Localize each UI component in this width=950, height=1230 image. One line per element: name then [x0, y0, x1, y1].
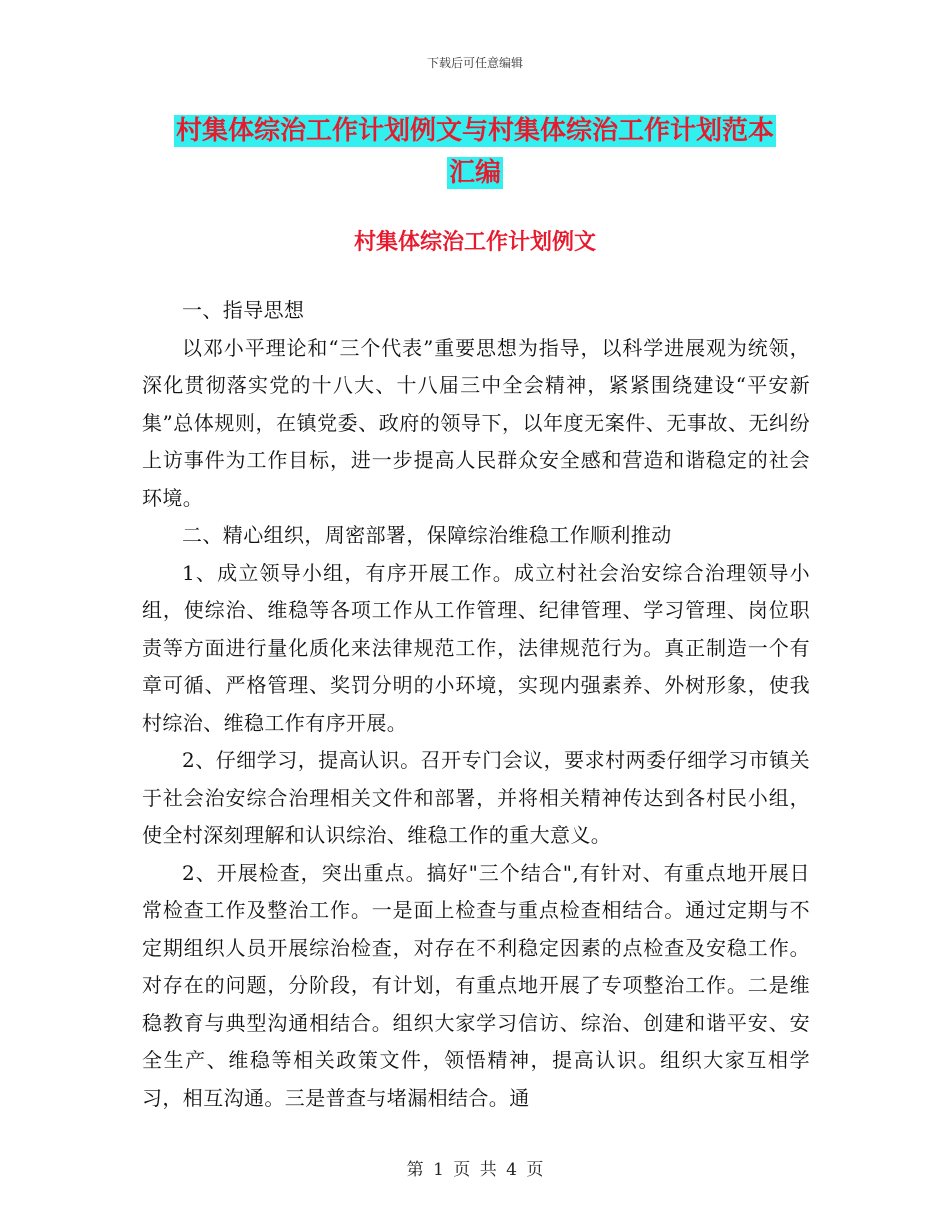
header-note: 下载后可任意编辑 [426, 56, 523, 70]
document-title [140, 110, 810, 194]
paragraph: 2、开展检查，突出重点。搞好"三个结合",有针对、有重点地开展日常检查工作及整治工作。一是面上检查与重点检查相结合。通过定期与不定期组织人员开展综治检查，对存在不利稳定因素的点检查及安稳工作。对存在的问题，分阶段，有计划，有重点地开展了专项整治工作。二是维稳教育与典型沟通相结合。组织大家学习信访、综治、创建和谐平安、安全生产、维稳等相关政策文件，领悟精神，提高认识。组织大家互相学习，相互沟通。三是普查与堵漏相结合。通 [142, 860, 810, 1110]
document-body [142, 292, 810, 1117]
document-title-line-1: 村集体综治工作计划例文与村集体综治工作计划范本 [175, 116, 774, 146]
page-number-footer: 第 1 页 共 4 页 [406, 1160, 544, 1180]
heading-organization: 二、精心组织，周密部署，保障综治维稳工作顺利推动 [182, 523, 672, 547]
paragraph: 2、仔细学习，提高认识。召开专门会议，要求村两委仔细学习市镇关于社会治安综合治理相关文件和部署，并将相关精神传达到各村民小组，使全村深刻理解和认识综治、维稳工作的重大意义。 [142, 748, 810, 847]
paragraph: 以邓小平理论和“三个代表”重要思想为指导，以科学进展观为统领，深化贯彻落实党的十八大、十八届三中全会精神，紧紧围绕建设“平安新集”总体规则，在镇党委、政府的领导下，以年度无案件、无事故、无纠纷上访事件为工作目标，进一步提高人民群众安全感和营造和谐稳定的社会环境。 [142, 335, 810, 510]
section-title: 村集体综治工作计划例文 [353, 230, 596, 255]
heading-guiding-ideology: 一、指导思想 [182, 298, 305, 322]
document-title-line-2: 汇编 [448, 158, 501, 188]
paragraph: 1、成立领导小组，有序开展工作。成立村社会治安综合治理领导小组，使综治、维稳等各项工作从工作管理、纪律管理、学习管理、岗位职责等方面进行量化质化来法律规范工作，法律规范行为。真正制造一个有章可循、严格管理、奖罚分明的小环境，实现内强素养、外树形象，使我村综治、维稳工作有序开展。 [142, 560, 810, 735]
